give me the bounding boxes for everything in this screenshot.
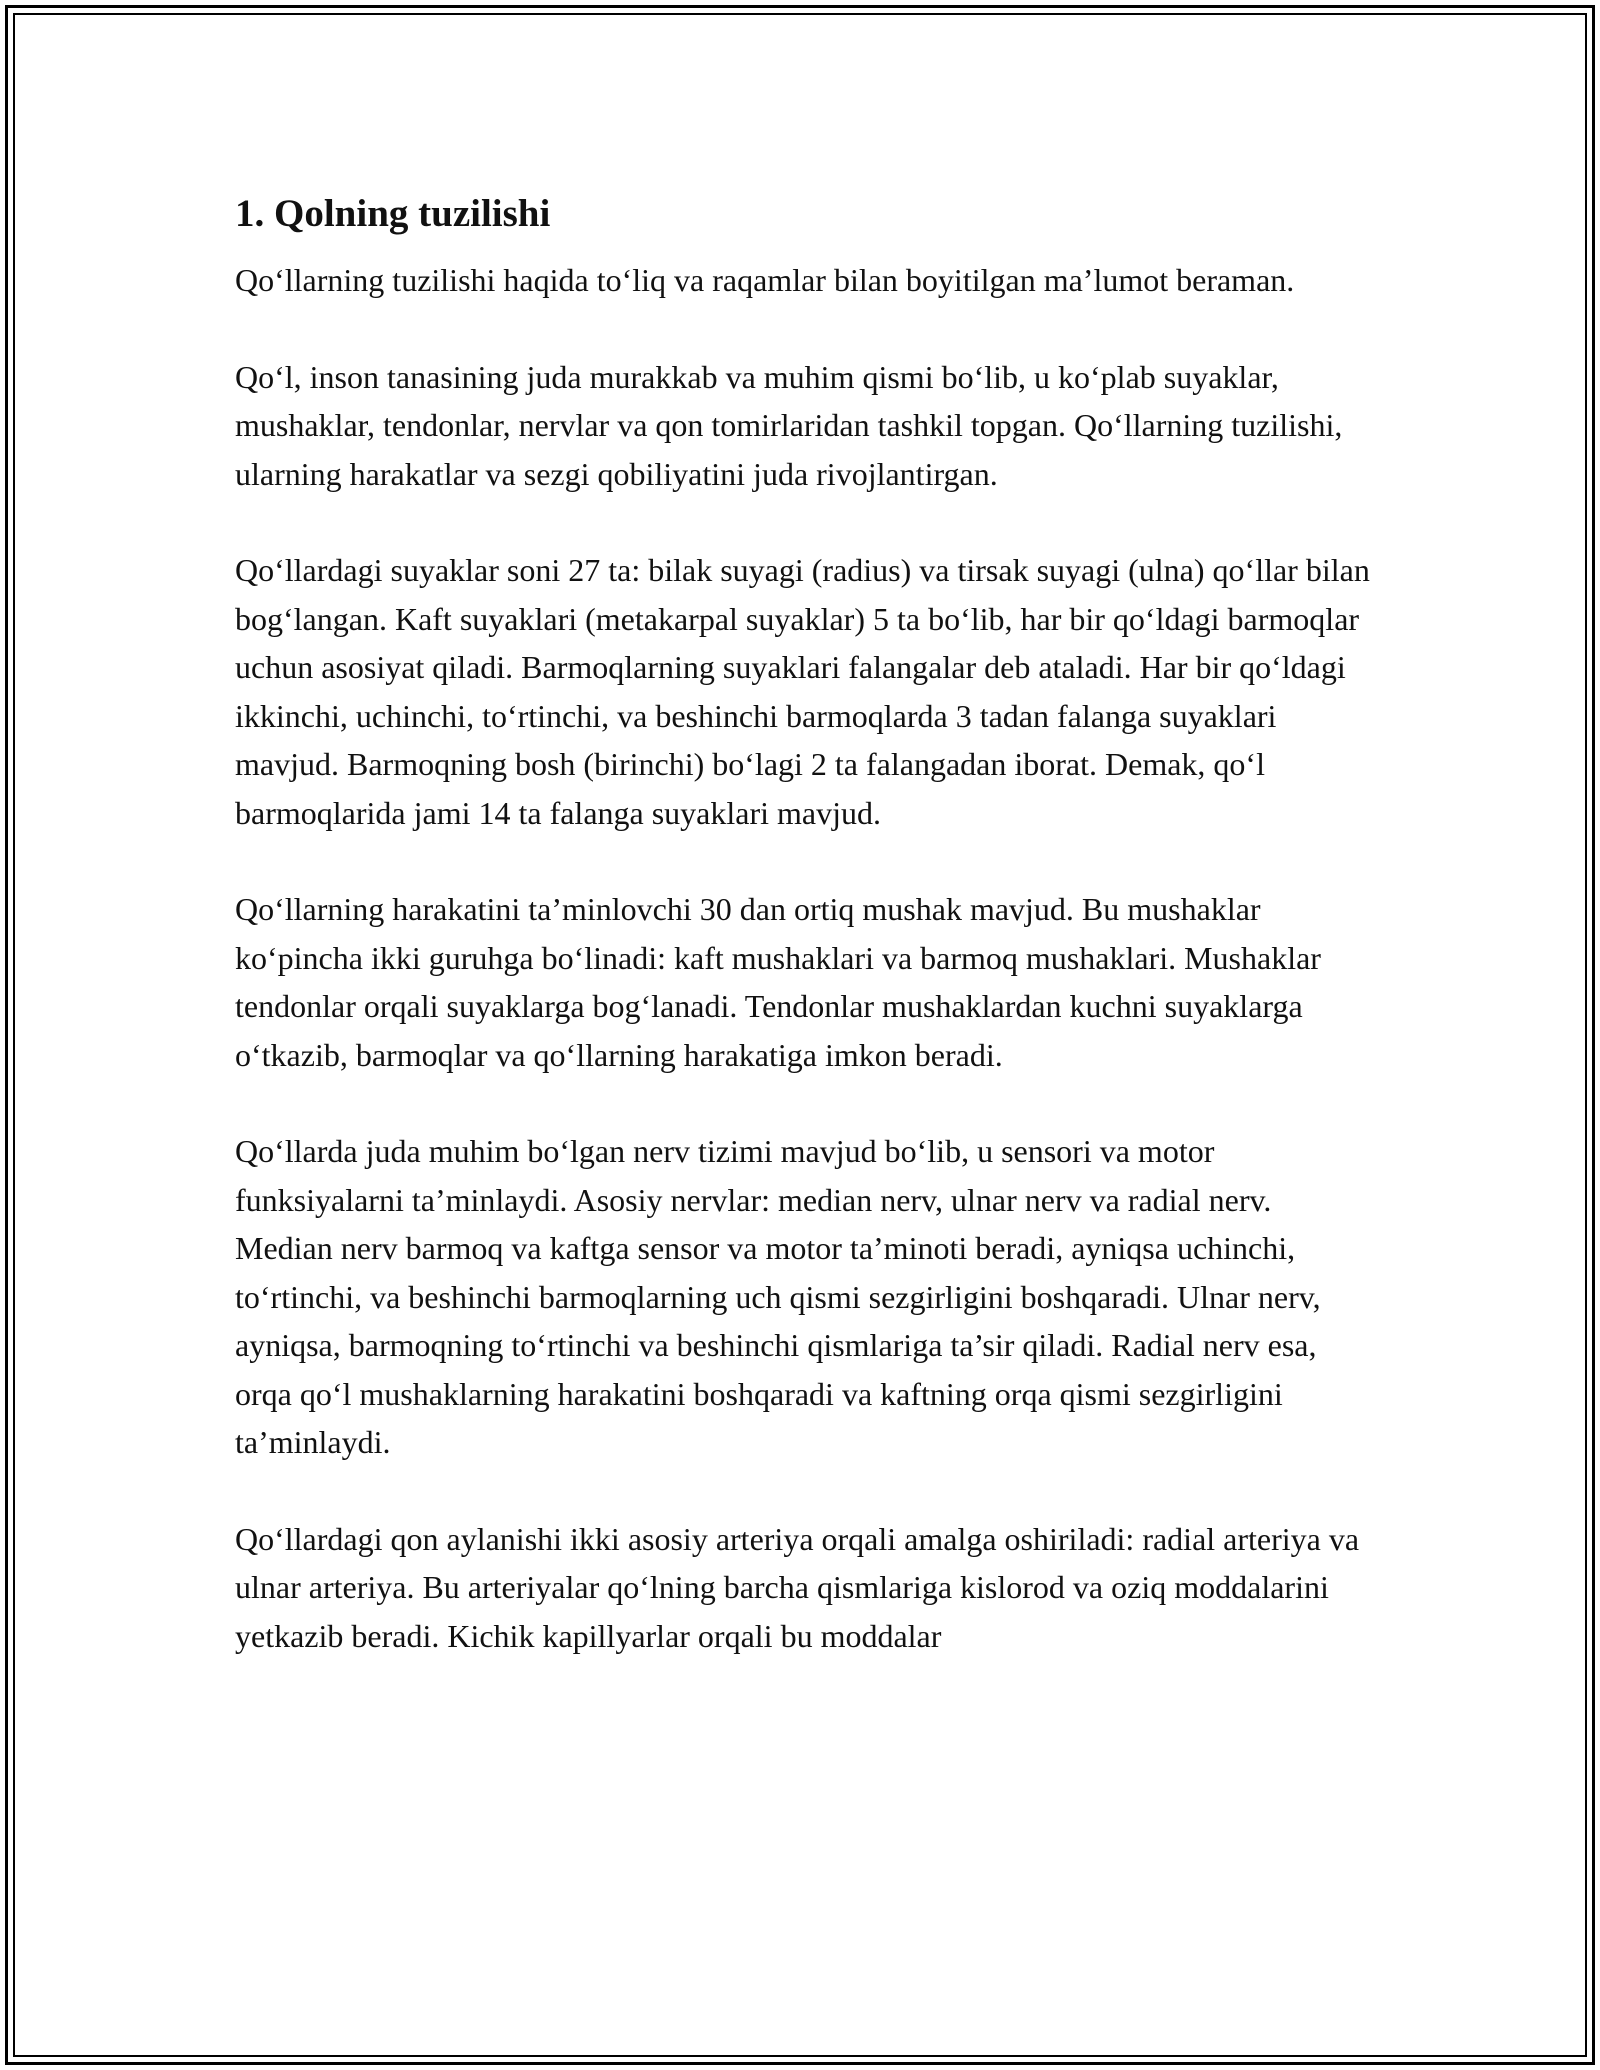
paragraph-hand-overview: Qo‘l, inson tanasining juda murakkab va muhim qismi bo‘lib, u ko‘plab suyaklar, mushaklar, tendonlar, nervlar va qon tomirlaridan tashkil topgan. Qo‘llarning tuzilishi, ularning harakatlar va sezgi qobiliyatini juda rivojlantirgan.	[235, 358, 1343, 492]
document-body	[235, 186, 1375, 1708]
paragraph-nerves: Qo‘llarda juda muhim bo‘lgan nerv tizimi mavjud bo‘lib, u sensori va motor funksiyalarni ta’minlaydi. Asosiy nervlar: median nerv, ulnar nerv va radial nerv. Median nerv barmoq va kaftga sensor va motor ta’minoti beradi, ayniqsa uchinchi, to‘rtinchi, va beshinchi barmoqlarning uch qismi sezgirligini boshqaradi. Ulnar nerv, ayniqsa, barmoqning to‘rtinchi va beshinchi qismlariga ta’sir qiladi. Radial nerv esa, orqa qo‘l mushaklarning harakatini boshqaradi va kaftning orqa qismi sezgirligini ta’minlaydi.	[235, 1133, 1321, 1460]
paragraph-bones: Qo‘llardagi suyaklar soni 27 ta: bilak suyagi (radius) va tirsak suyagi (ulna) qo‘llar bilan bog‘langan. Kaft suyaklari (metakarpal suyaklar) 5 ta bo‘lib, har bir qo‘ldagi barmoqlar uchun asosiyat qiladi. Barmoqlarning suyaklari falangalar deb ataladi. Har bir qo‘ldagi ikkinchi, uchinchi, to‘rtinchi, va beshinchi barmoqlarda 3 tadan falanga suyaklari mavjud. Barmoqning bosh (birinchi) bo‘lagi 2 ta falangadan iborat. Demak, qo‘l barmoqlarida jami 14 ta falanga suyaklari mavjud.	[235, 552, 1370, 831]
paragraph-muscles: Qo‘llarning harakatini ta’minlovchi 30 dan ortiq mushak mavjud. Bu mushaklar ko‘pincha ikki guruhga bo‘linadi: kaft mushaklari va barmoq mushaklari. Mushaklar tendonlar orqali suyaklarga bog‘lanadi. Tendonlar mushaklardan kuchni suyaklarga o‘tkazib, barmoqlar va qo‘llarning harakatiga imkon beradi.	[235, 891, 1321, 1073]
paragraph-intro: Qo‘llarning tuzilishi haqida to‘liq va raqamlar bilan boyitilgan ma’lumot beraman.	[235, 262, 1295, 298]
section-heading: 1. Qolning tuzilishi	[235, 192, 551, 235]
paragraph-blood-circulation: Qo‘llardagi qon aylanishi ikki asosiy arteriya orqali amalga oshiriladi: radial arteriya va ulnar arteriya. Bu arteriyalar qo‘lning barcha qismlariga kislorod va oziq moddalarini yetkazib beradi. Kichik kapillyarlar orqali bu moddalar	[235, 1520, 1360, 1654]
